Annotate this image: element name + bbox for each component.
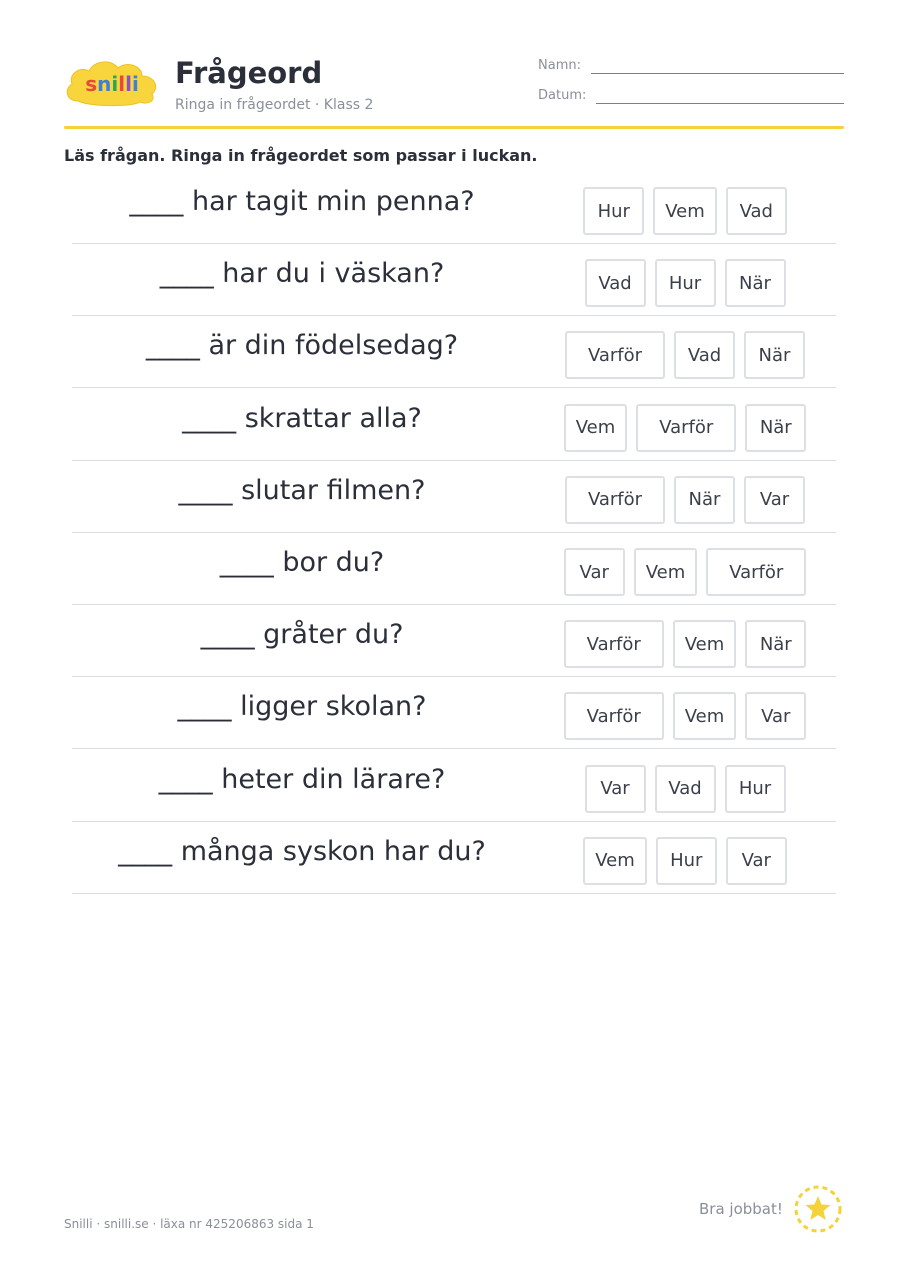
choice-option[interactable]: Varför [565, 331, 665, 379]
choice-option[interactable]: Hur [656, 837, 717, 885]
choice-group [540, 476, 830, 524]
choice-option[interactable]: Var [585, 765, 646, 813]
choice-option[interactable]: Varför [564, 620, 664, 668]
question-text: ____ slutar filmen? [178, 474, 426, 506]
choice-option[interactable]: Hur [583, 187, 644, 235]
question-text: ____ gråter du? [200, 619, 404, 651]
name-line[interactable] [591, 73, 844, 74]
question-row [72, 533, 836, 605]
question-text: ____ bor du? [219, 547, 385, 578]
question-row [72, 750, 836, 822]
page-subtitle: Ringa in frågeordet · Klass 2 [175, 97, 374, 113]
choice-option[interactable]: Vem [653, 187, 717, 235]
choice-option[interactable]: Varför [636, 404, 736, 452]
choice-option[interactable]: Vem [564, 404, 628, 452]
choice-group [540, 620, 830, 668]
snilli-logo [64, 57, 160, 107]
choice-option[interactable]: Vem [673, 692, 737, 740]
question-text: ____ heter din lärare? [158, 763, 446, 795]
choice-group [540, 331, 830, 379]
choice-option[interactable]: Var [726, 837, 787, 885]
choice-option[interactable]: När [745, 620, 806, 668]
instruction-text: Läs frågan. Ringa in frågeordet som passar i luckan. [64, 146, 538, 165]
question-text: ____ har tagit min penna? [129, 186, 475, 217]
choice-group [540, 187, 830, 235]
choice-group [540, 404, 830, 452]
choice-group [540, 548, 830, 596]
question-row [72, 244, 836, 316]
svg-text:snilli: snilli [85, 72, 139, 96]
question-text: ____ ligger skolan? [177, 691, 427, 723]
choice-option[interactable]: Varför [565, 476, 665, 524]
choice-option[interactable]: Var [745, 692, 806, 740]
choice-option[interactable]: När [744, 331, 805, 379]
choice-option[interactable]: Varför [706, 548, 806, 596]
choice-option[interactable]: När [745, 404, 806, 452]
footer-info: Snilli · snilli.se · läxa nr 425206863 sida 1 [64, 1217, 314, 1231]
header-divider [64, 126, 844, 129]
choice-option[interactable]: Var [744, 476, 805, 524]
question-text: ____ är din födelsedag? [145, 330, 459, 362]
question-text: ____ har du i väskan? [159, 258, 445, 290]
choice-option[interactable]: Hur [725, 765, 786, 813]
question-text: ____ många syskon har du? [118, 835, 486, 867]
choice-group [540, 765, 830, 813]
page-title: Frågeord [175, 56, 323, 90]
choice-group [540, 259, 830, 307]
date-label: Datum: [538, 88, 587, 103]
question-text: ____ skrattar alla? [182, 402, 422, 434]
choice-option[interactable]: Vad [655, 765, 716, 813]
question-row [72, 605, 836, 677]
choice-option[interactable]: Varför [564, 692, 664, 740]
choice-group [540, 837, 830, 885]
question-row [72, 677, 836, 749]
name-label: Namn: [538, 58, 581, 73]
question-row [72, 389, 836, 461]
choice-option[interactable]: Var [564, 548, 625, 596]
choice-option[interactable]: När [725, 259, 786, 307]
question-row [72, 461, 836, 533]
choice-group [540, 692, 830, 740]
choice-option[interactable]: Vem [634, 548, 698, 596]
choice-option[interactable]: Vad [726, 187, 787, 235]
choice-option[interactable]: Vad [585, 259, 646, 307]
choice-option[interactable]: Vad [674, 331, 735, 379]
star-icon [793, 1184, 843, 1234]
choice-option[interactable]: Hur [655, 259, 716, 307]
choice-option[interactable]: När [674, 476, 735, 524]
question-row [72, 172, 836, 244]
question-row [72, 316, 836, 388]
choice-option[interactable]: Vem [673, 620, 737, 668]
date-line[interactable] [596, 103, 844, 104]
bravo-text: Bra jobbat! [699, 1200, 783, 1218]
choice-option[interactable]: Vem [583, 837, 647, 885]
question-row [72, 822, 836, 894]
